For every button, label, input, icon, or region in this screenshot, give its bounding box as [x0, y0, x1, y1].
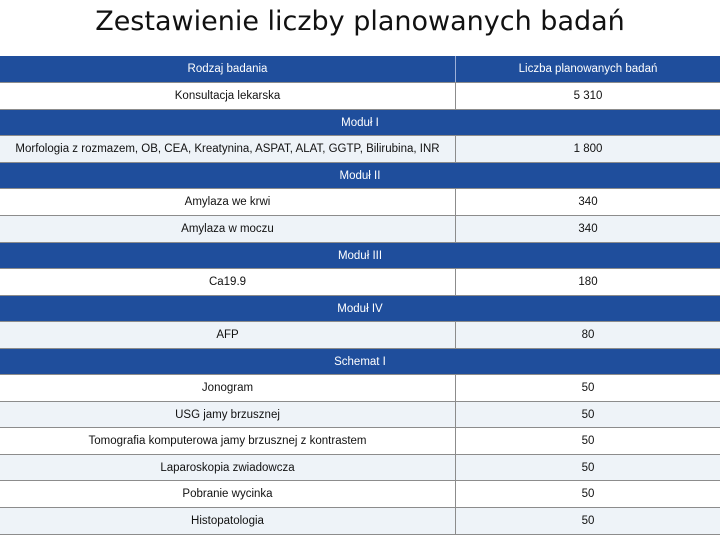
- table-row: [0, 428, 720, 455]
- planned-count-cell: 50: [581, 461, 595, 474]
- section-row: [0, 163, 720, 189]
- planned-count-cell: 5 310: [573, 90, 603, 102]
- section-label: Moduł I: [341, 116, 379, 129]
- study-name-cell: Jonogram: [0, 375, 456, 401]
- header-study-type: Rodzaj badania: [0, 56, 456, 82]
- planned-count-cell: 1 800: [573, 143, 603, 155]
- study-name-cell: AFP: [0, 322, 456, 348]
- table-header: [0, 56, 720, 83]
- study-table: [0, 56, 720, 535]
- planned-count-cell: 80: [581, 329, 595, 341]
- table-row: [0, 508, 720, 535]
- section-row: [0, 110, 720, 136]
- planned-count-cell: 50: [581, 382, 595, 394]
- study-name-cell: Morfologia z rozmazem, OB, CEA, Kreatynina, ASPAT, ALAT, GGTP, Bilirubina, INR: [0, 136, 456, 162]
- section-row: [0, 349, 720, 375]
- table-row: [0, 136, 720, 163]
- table-body: [0, 83, 720, 535]
- table-row: [0, 455, 720, 481]
- study-name-cell: Tomografia komputerowa jamy brzusznej z kontrastem: [0, 428, 456, 454]
- page-title: Zestawienie liczby planowanych badań: [95, 6, 625, 37]
- section-row: [0, 243, 720, 269]
- study-name-cell: Amylaza w moczu: [0, 216, 456, 242]
- table-row: [0, 375, 720, 402]
- planned-count-cell: 50: [581, 515, 595, 527]
- study-name-cell: Histopatologia: [0, 508, 456, 534]
- section-label: Schemat I: [334, 355, 386, 368]
- section-label: Moduł III: [337, 249, 383, 262]
- planned-count-cell: 50: [581, 435, 595, 447]
- study-name-cell: USG jamy brzusznej: [0, 402, 456, 427]
- table-row: [0, 269, 720, 296]
- table-row: [0, 216, 720, 243]
- table-row: [0, 189, 720, 216]
- study-name-cell: Ca19.9: [0, 269, 456, 295]
- study-name-cell: Pobranie wycinka: [0, 481, 456, 507]
- header-planned-count: Liczba planowanych badań: [518, 63, 658, 75]
- study-name-cell: Konsultacja lekarska: [0, 83, 456, 109]
- section-row: [0, 296, 720, 322]
- planned-count-cell: 50: [581, 408, 595, 421]
- section-label: Moduł IV: [337, 302, 383, 315]
- planned-count-cell: 340: [578, 196, 598, 208]
- study-name-cell: Amylaza we krwi: [0, 189, 456, 215]
- planned-count-cell: 180: [578, 276, 598, 288]
- section-label: Moduł II: [339, 169, 381, 182]
- table-row: [0, 83, 720, 110]
- table-row: [0, 481, 720, 508]
- planned-count-cell: 50: [581, 488, 595, 500]
- table-row: [0, 322, 720, 349]
- planned-count-cell: 340: [578, 223, 598, 235]
- table-row: [0, 402, 720, 428]
- study-name-cell: Laparoskopia zwiadowcza: [0, 455, 456, 480]
